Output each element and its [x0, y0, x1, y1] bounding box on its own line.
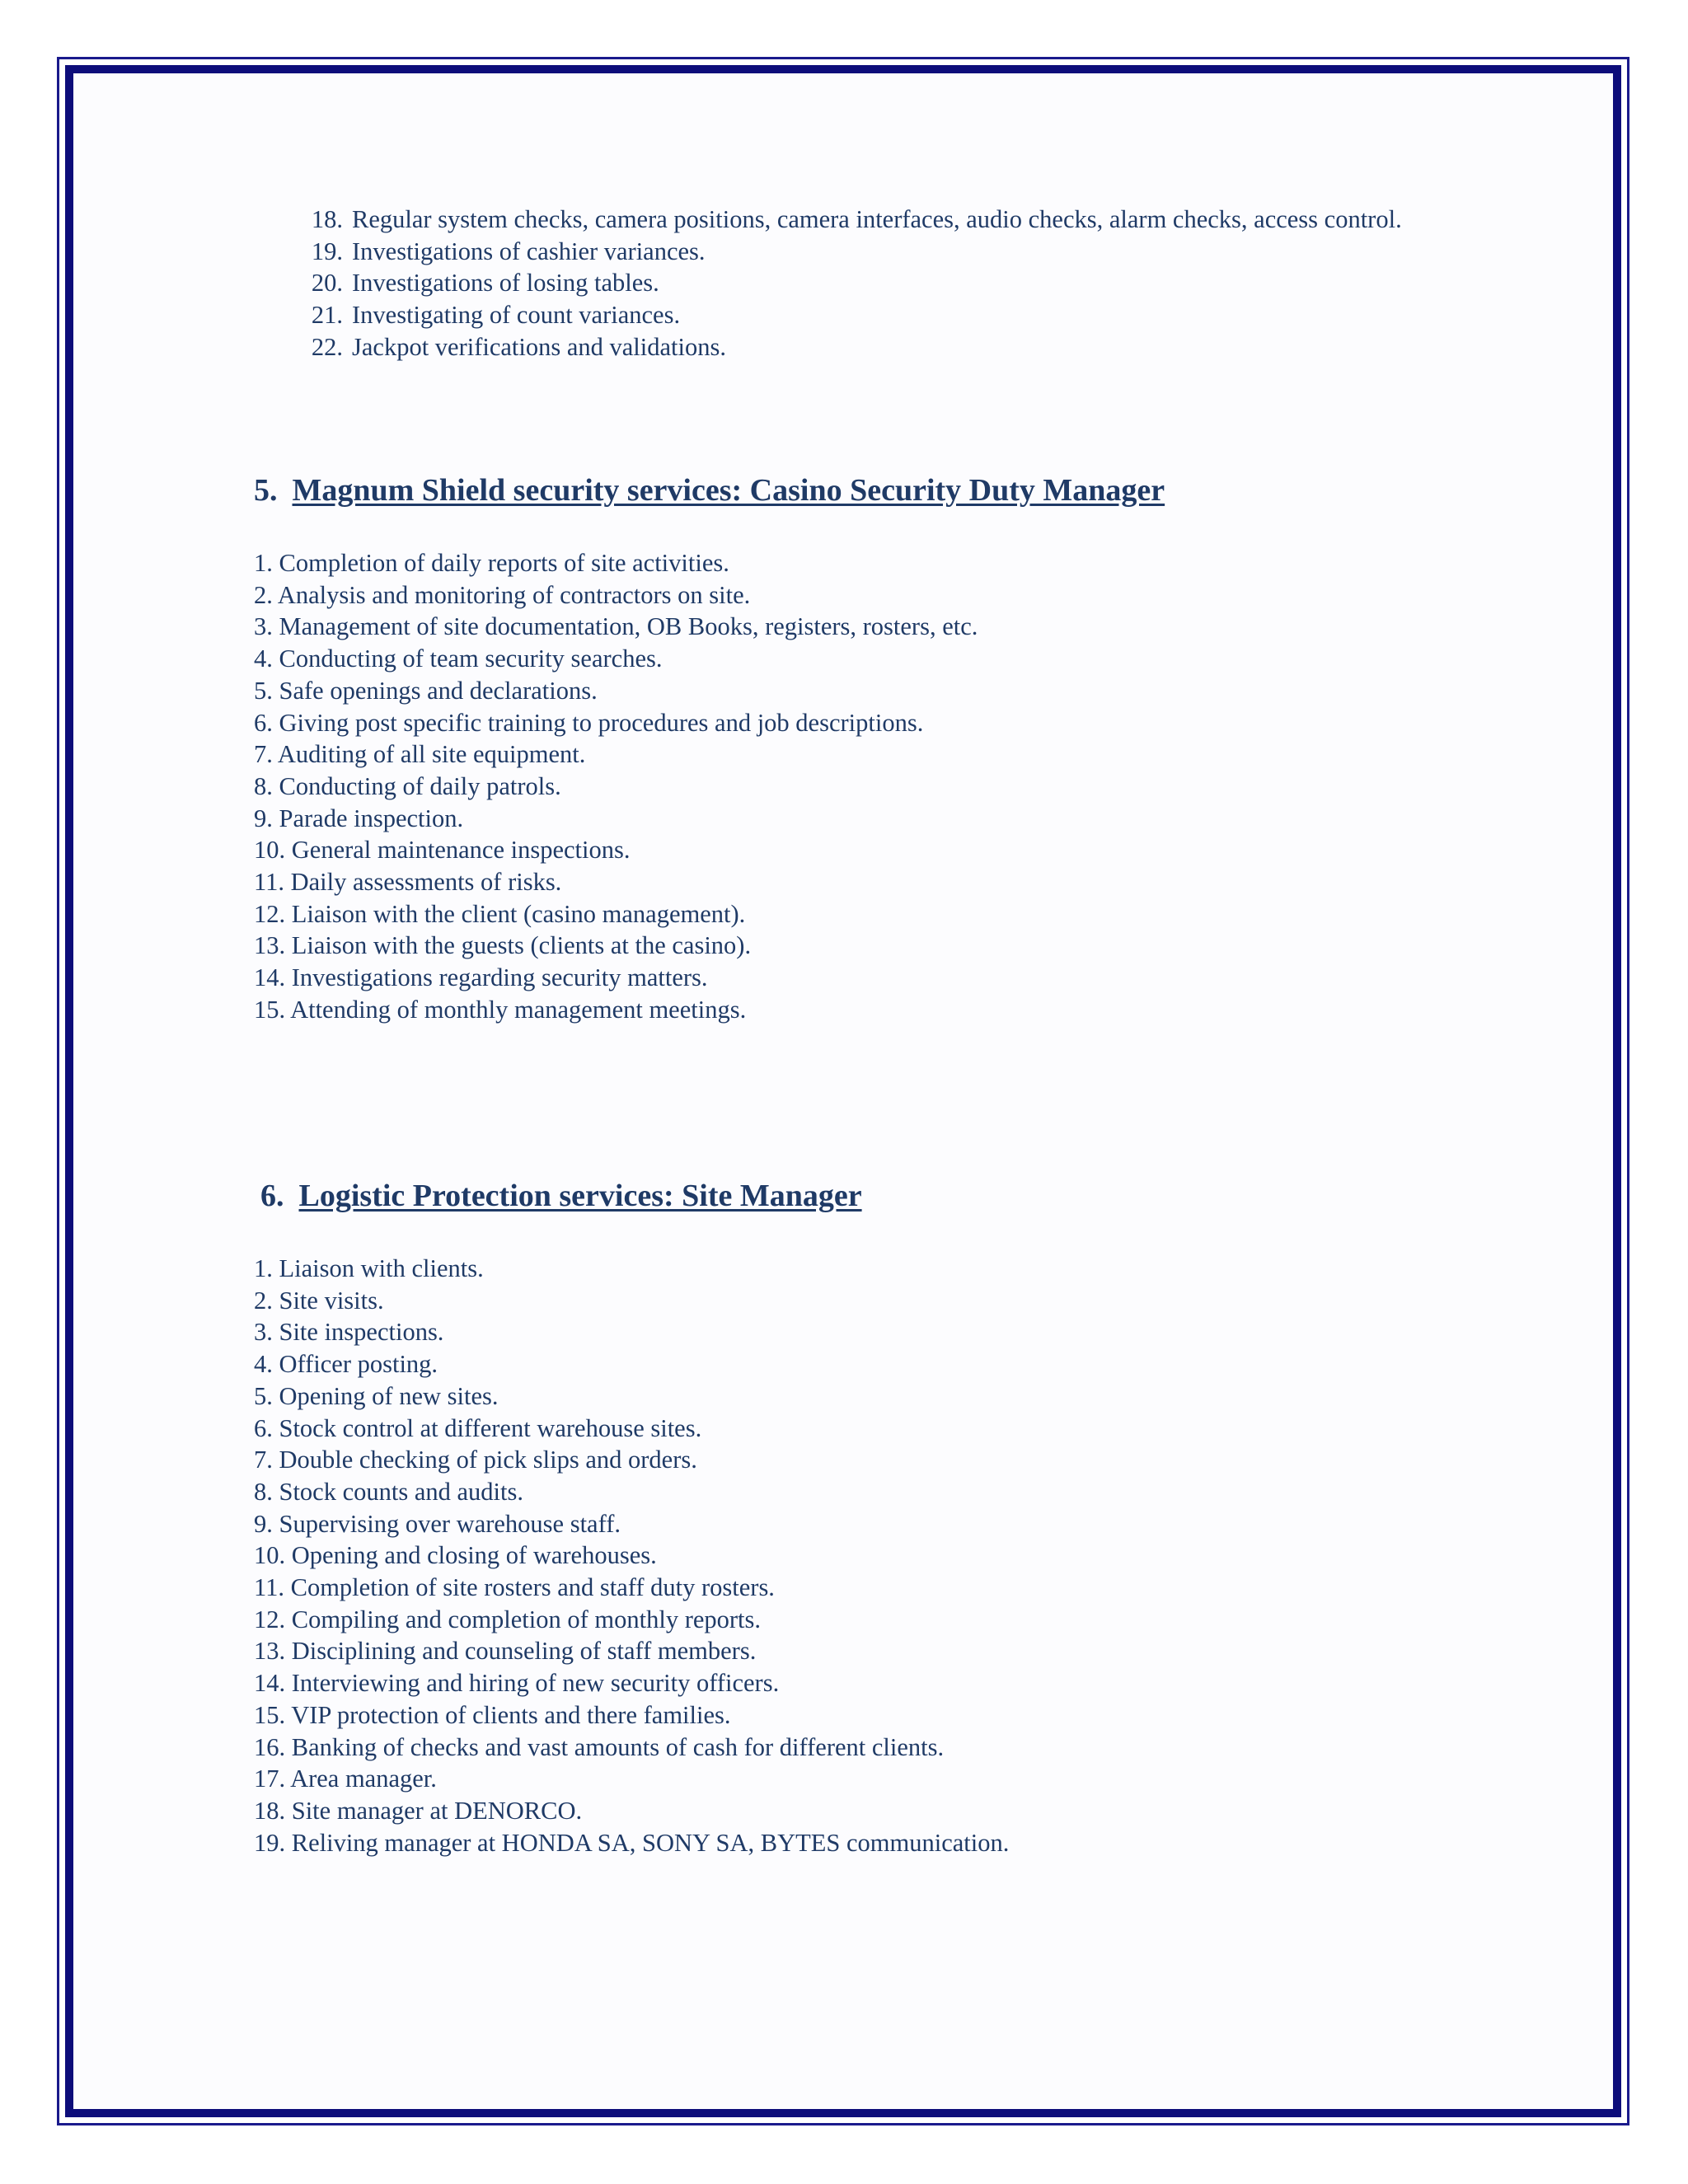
list-item-text: Investigating of count variances. — [352, 301, 681, 330]
list-item: 5. Opening of new sites. — [254, 1381, 499, 1410]
list-item: 5. Safe openings and declarations. — [254, 676, 598, 705]
list-item: 13. Liaison with the guests (clients at the casino). — [254, 931, 752, 960]
list-item: 9. Supervising over warehouse staff. — [254, 1509, 621, 1538]
list-item: 9. Parade inspection. — [254, 804, 464, 832]
list-item-number: 19. — [311, 237, 343, 265]
list-item — [297, 236, 1440, 268]
section-heading — [254, 471, 1165, 509]
section-duties-list — [254, 547, 978, 1026]
list-item-number: 18. — [311, 205, 343, 233]
list-item: 6. Giving post specific training to procedures and job descriptions. — [254, 708, 924, 737]
list-item — [297, 204, 1440, 236]
list-item: 6. Stock control at different warehouse sites. — [254, 1413, 702, 1442]
list-item: 11. Completion of site rosters and staff duty rosters. — [254, 1573, 775, 1602]
list-item: 14. Investigations regarding security matters. — [254, 963, 708, 992]
list-item: 18. Site manager at DENORCO. — [254, 1796, 583, 1825]
section-number: 5. — [254, 473, 278, 508]
list-item: 13. Disciplining and counseling of staff members. — [254, 1637, 757, 1666]
list-item: 1. Liaison with clients. — [254, 1254, 484, 1282]
list-item — [297, 267, 1440, 299]
list-item: 12. Compiling and completion of monthly reports. — [254, 1605, 762, 1633]
list-item: 8. Conducting of daily patrols. — [254, 771, 561, 800]
list-item: 14. Interviewing and hiring of new security officers. — [254, 1669, 780, 1698]
list-item: 8. Stock counts and audits. — [254, 1477, 523, 1506]
list-item-text: Investigations of cashier variances. — [352, 237, 706, 265]
section-heading — [260, 1177, 862, 1215]
list-item — [297, 331, 1440, 363]
list-item-text: Investigations of losing tables. — [352, 269, 659, 298]
section-number: 6. — [260, 1179, 284, 1213]
list-item: 11. Daily assessments of risks. — [254, 868, 562, 897]
list-item: 10. General maintenance inspections. — [254, 836, 631, 865]
list-item: 4. Conducting of team security searches. — [254, 644, 663, 673]
list-item: 15. VIP protection of clients and there families. — [254, 1700, 731, 1729]
list-item: 3. Management of site documentation, OB Books, registers, rosters, etc. — [254, 612, 978, 641]
section-title: Logistic Protection services: Site Manager — [298, 1179, 862, 1213]
section-duties-list — [254, 1253, 1009, 1858]
list-item: 1. Completion of daily reports of site activities. — [254, 549, 729, 577]
continued-duties-list — [297, 204, 1440, 363]
list-item: 2. Analysis and monitoring of contractors on site. — [254, 580, 751, 609]
list-item: 19. Reliving manager at HONDA SA, SONY SA, BYTES communication. — [254, 1828, 1010, 1857]
list-item: 7. Double checking of pick slips and orders. — [254, 1446, 697, 1474]
list-item: 17. Area manager. — [254, 1765, 437, 1793]
list-item-number: 21. — [311, 301, 343, 330]
list-item: 7. Auditing of all site equipment. — [254, 740, 586, 769]
list-item-text: Jackpot verifications and validations. — [352, 332, 726, 361]
list-item-number: 20. — [311, 269, 343, 298]
list-item: 15. Attending of monthly management meetings. — [254, 995, 747, 1024]
list-item: 3. Site inspections. — [254, 1318, 444, 1347]
list-item-text: Regular system checks, camera positions, camera interfaces, audio checks, alarm checks, access control. — [352, 205, 1402, 233]
list-item: 16. Banking of checks and vast amounts of cash for different clients. — [254, 1732, 945, 1761]
list-item — [297, 299, 1440, 331]
list-item-number: 22. — [311, 332, 343, 361]
list-item: 2. Site visits. — [254, 1286, 384, 1315]
section-title: Magnum Shield security services: Casino Security Duty Manager — [292, 473, 1165, 508]
list-item: 4. Officer posting. — [254, 1350, 438, 1379]
list-item: 10. Opening and closing of warehouses. — [254, 1541, 657, 1570]
list-item: 12. Liaison with the client (casino management). — [254, 899, 746, 928]
